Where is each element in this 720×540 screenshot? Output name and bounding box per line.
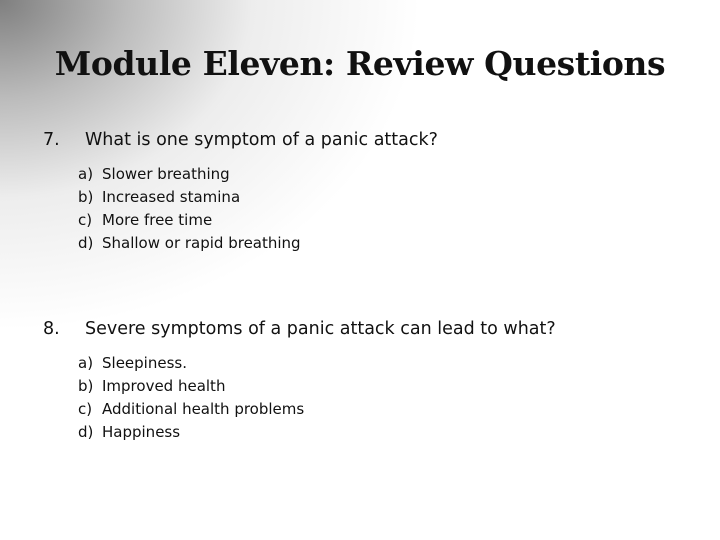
option-letter: d) xyxy=(78,234,94,252)
option-text: Improved health xyxy=(102,377,226,395)
option-text: Shallow or rapid breathing xyxy=(102,234,301,252)
question-7 xyxy=(43,130,703,255)
option-letter: c) xyxy=(78,400,93,418)
answer-option-d xyxy=(78,232,703,255)
answer-option-a xyxy=(78,352,703,375)
question-number: 8. xyxy=(43,319,60,339)
option-text: Sleepiness. xyxy=(102,354,187,372)
option-letter: b) xyxy=(78,377,94,395)
answer-option-c xyxy=(78,398,703,421)
option-letter: a) xyxy=(78,354,94,372)
option-letter: b) xyxy=(78,188,94,206)
slide-title: Module Eleven: Review Questions xyxy=(54,44,666,83)
question-header xyxy=(43,319,703,339)
option-text: More free time xyxy=(102,211,213,229)
option-text: Slower breathing xyxy=(102,165,230,183)
answer-options xyxy=(78,163,703,255)
option-letter: a) xyxy=(78,165,94,183)
answer-option-a xyxy=(78,163,703,186)
question-8 xyxy=(43,319,703,444)
question-text: Severe symptoms of a panic attack can lead to what? xyxy=(85,319,556,339)
option-text: Additional health problems xyxy=(102,400,305,418)
option-letter: c) xyxy=(78,211,93,229)
question-number: 7. xyxy=(43,130,60,150)
answer-option-c xyxy=(78,209,703,232)
answer-option-b xyxy=(78,375,703,398)
question-text: What is one symptom of a panic attack? xyxy=(85,130,438,150)
option-text: Increased stamina xyxy=(102,188,241,206)
answer-option-b xyxy=(78,186,703,209)
option-text: Happiness xyxy=(102,423,181,441)
option-letter: d) xyxy=(78,423,94,441)
answer-options xyxy=(78,352,703,444)
answer-option-d xyxy=(78,421,703,444)
question-header xyxy=(43,130,703,150)
